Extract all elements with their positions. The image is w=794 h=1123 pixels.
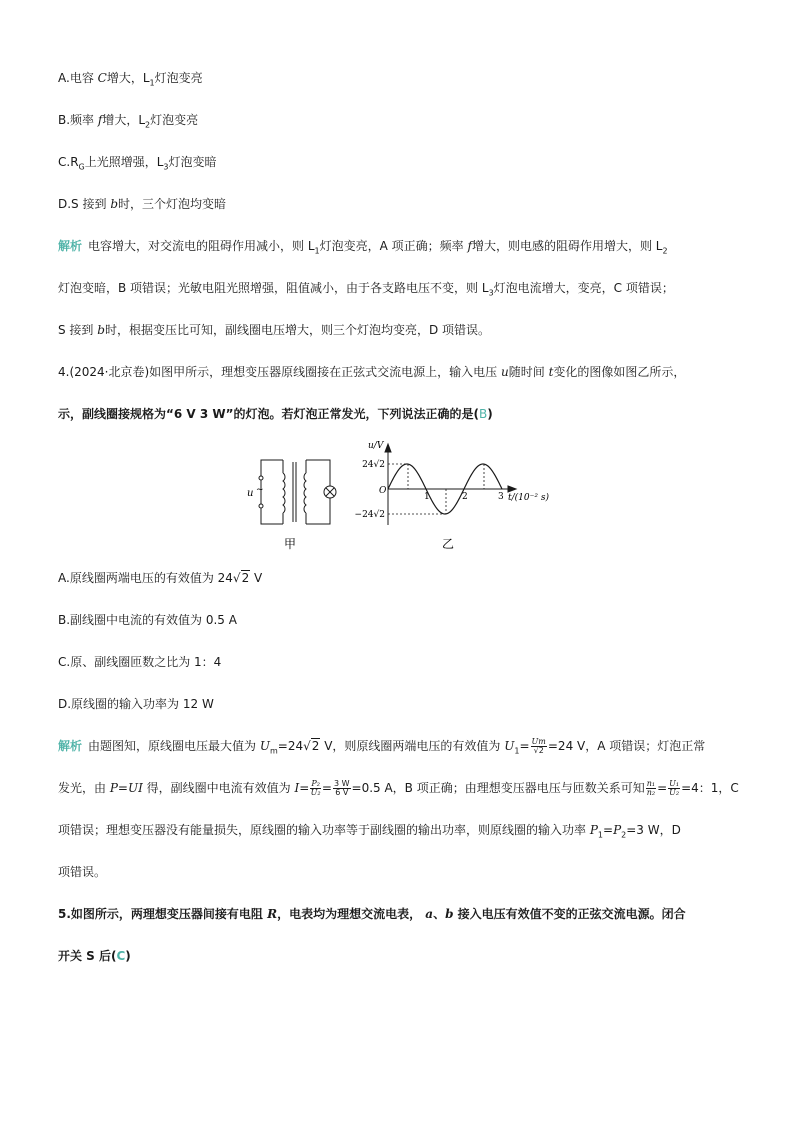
answer-letter: B xyxy=(479,407,488,421)
analysis-tag: 解析 xyxy=(58,739,83,753)
waveform-graph xyxy=(385,444,516,525)
x-tick-1: 1 xyxy=(424,492,430,502)
option-text: V xyxy=(250,571,263,585)
primary-wire xyxy=(261,460,283,524)
formula-p-ui: P=UI xyxy=(109,781,143,795)
fraction-denominator: √2 xyxy=(533,746,544,755)
analysis-text: 时，根据变压比可知，副线圈电压增大，则三个灯泡均变亮，D 项错误。 xyxy=(104,323,491,337)
analysis-text: V，则原线圈两端电压的有效值为 xyxy=(320,739,501,753)
subscript: 2 xyxy=(145,120,151,130)
terminal-bottom xyxy=(259,504,263,508)
fraction-numerator: U₁ xyxy=(669,779,680,788)
variable-u: U xyxy=(259,739,270,753)
q4-analysis-line-3 xyxy=(58,822,681,843)
subscript: G xyxy=(78,162,85,172)
y-max-label: 24√2 xyxy=(362,460,385,470)
option-text: D.S 接到 xyxy=(58,197,107,211)
analysis-text: 由题图知，原线圈电压最大值为 xyxy=(88,739,257,753)
option-text: 上光照增强，L xyxy=(84,155,164,169)
analysis-text: =24 xyxy=(277,739,304,753)
question-text: 、 xyxy=(433,907,446,921)
variable-b: b xyxy=(97,323,105,337)
analysis-text: =4：1，C xyxy=(681,781,739,795)
secondary-coil xyxy=(304,460,306,524)
question-text: 4.(2024·北京卷)如图甲所示，理想变压器原线圈接在正弦式交流电源上，输入电压 xyxy=(58,365,498,379)
q4-option-d xyxy=(58,696,214,712)
answer-letter: C xyxy=(116,949,126,963)
option-text: A.原线圈两端电压的有效值为 24 xyxy=(58,571,233,585)
transformer-circuit xyxy=(259,460,336,524)
variable-p: P xyxy=(589,823,598,837)
equals-p: =P xyxy=(603,823,622,837)
q4-analysis-line-2 xyxy=(58,780,739,797)
subscript: 3 xyxy=(488,288,494,298)
option-text: D.原线圈的输入功率为 12 W xyxy=(58,697,214,711)
variable-a: a xyxy=(425,907,434,921)
analysis-text: =0.5 A，B 项正确；由理想变压器电压与匝数关系可知 xyxy=(351,781,645,795)
question-text: ，电表均为理想交流电表， xyxy=(277,907,422,921)
equals: = xyxy=(657,781,668,795)
fraction-denominator: U₂ xyxy=(310,788,321,797)
question-text: 随时间 xyxy=(508,365,545,379)
equals: = xyxy=(519,739,530,753)
caption-jia: 甲 xyxy=(283,537,297,551)
analysis-text: 灯泡变暗，B 项错误；光敏电阻光照增强，阻值减小，由于各支路电压不变，则 L xyxy=(58,281,489,295)
option-text: 灯泡变暗 xyxy=(168,155,217,169)
option-text: 灯泡变亮 xyxy=(150,113,199,127)
y-min-label: −24√2 xyxy=(354,510,385,520)
variable-u: U xyxy=(504,739,515,753)
option-text: B.频率 xyxy=(58,113,95,127)
subscript: 2 xyxy=(662,246,668,256)
analysis-tag: 解析 xyxy=(58,239,83,253)
option-text: 时，三个灯泡均变暗 xyxy=(118,197,227,211)
analysis-text: S 接到 xyxy=(58,323,94,337)
q4-option-a: A.原线圈两端电压的有效值为 24√2 V xyxy=(58,571,263,585)
variable-t: t xyxy=(548,365,554,379)
secondary-wire xyxy=(306,460,330,524)
x-tick-2: 2 xyxy=(462,492,468,502)
variable-f: f xyxy=(467,239,472,253)
option-text: C.原、副线圈匝数之比为 1：4 xyxy=(58,655,222,669)
fraction-denominator: U₂ xyxy=(669,788,680,797)
analysis-text: 项错误。 xyxy=(58,865,107,879)
variable-b: b xyxy=(445,907,454,921)
x-axis-arrow xyxy=(508,486,516,492)
subscript: 1 xyxy=(149,78,155,88)
q5-stem-line-2 xyxy=(58,948,131,964)
y-axis-arrow xyxy=(385,444,391,452)
sqrt-radicand: 2 xyxy=(311,739,320,753)
subscript: 1 xyxy=(314,246,320,256)
option-text: 增大，L xyxy=(106,71,150,85)
subscript: m xyxy=(269,746,278,756)
question-text: ) xyxy=(125,949,131,963)
variable-u: u xyxy=(501,365,509,379)
subscript: 2 xyxy=(621,830,627,840)
sqrt-radicand: 2 xyxy=(241,571,250,585)
analysis-text: =3 W，D xyxy=(626,823,681,837)
analysis-text: 灯泡变亮，A 项正确；频率 xyxy=(319,239,464,253)
subscript: 3 xyxy=(163,162,169,172)
option-text: 增大，L xyxy=(102,113,146,127)
analysis-text: 得，副线圈中电流有效值为 xyxy=(146,781,291,795)
fraction-numerator: Um xyxy=(531,737,546,746)
fraction xyxy=(310,780,321,797)
variable-f: f xyxy=(97,113,103,127)
variable-b: b xyxy=(110,197,119,211)
y-axis-label: u/V xyxy=(368,441,384,451)
option-text: B.副线圈中电流的有效值为 0.5 A xyxy=(58,613,237,627)
q4-analysis-line-1: 解析 由题图知，原线圈电压最大值为 $U_m=24√2$ V，则原线圈两端电压的有效值为 $U_1=$ $\frac{Um}{√2}$ =24 V，A 项错误；灯泡正常 xyxy=(58,737,706,756)
question-text: 示，副线圈接规格为“6 V 3 W”的灯泡。若灯泡正常发光，下列说法正确的是( xyxy=(58,407,480,421)
primary-coil xyxy=(283,460,285,524)
question-text: 5.如图所示，两理想变压器间接有电阻 xyxy=(58,907,263,921)
fraction xyxy=(333,780,351,797)
subscript: 1 xyxy=(514,746,520,756)
analysis-text: 项错误；理想变压器没有能量损失，原线圈的输入功率等于副线圈的输出功率，则原线圈的输入功率 xyxy=(58,823,587,837)
u-label: u xyxy=(247,488,254,499)
analysis-text: 发光，由 xyxy=(58,781,107,795)
caption-yi: 乙 xyxy=(441,537,455,551)
option-text: 灯泡变亮 xyxy=(154,71,203,85)
subscript: 1 xyxy=(597,830,604,840)
fraction xyxy=(531,738,547,755)
variable-c: C xyxy=(97,71,107,85)
q4-analysis-line-4 xyxy=(58,864,106,880)
option-text: A.电容 xyxy=(58,71,94,85)
analysis-text: =24 V，A 项错误；灯泡正常 xyxy=(547,739,706,753)
variable-i: I xyxy=(294,781,300,795)
analysis-text: 灯泡电流增大，变亮，C 项错误； xyxy=(493,281,674,295)
fraction xyxy=(646,780,656,797)
terminal-top xyxy=(259,476,263,480)
q5-stem-line-1 xyxy=(58,906,686,922)
q4-option-c xyxy=(58,654,221,670)
question-text: ) xyxy=(487,407,493,421)
question-text: 变化的图像如图乙所示， xyxy=(553,365,686,379)
origin-label: O xyxy=(379,486,387,496)
fraction-numerator: n₁ xyxy=(646,779,656,788)
option-text: C.R xyxy=(58,155,79,169)
fraction-numerator: 3 W xyxy=(333,779,350,788)
equals: = xyxy=(299,781,310,795)
q4-option-b xyxy=(58,612,237,628)
question-text: 接入电压有效值不变的正弦交流电源。闭合 xyxy=(457,907,686,921)
fraction-denominator: 6 V xyxy=(335,788,349,797)
equals: = xyxy=(321,781,332,795)
fraction xyxy=(668,780,680,797)
x-tick-3: 3 xyxy=(498,492,504,502)
fraction-denominator: n₂ xyxy=(646,788,656,797)
fraction-numerator: P₂ xyxy=(311,779,320,788)
ac-symbol: ~ xyxy=(256,485,264,495)
analysis-text: 电容增大，对交流电的阻碍作用减小，则 L xyxy=(88,239,315,253)
question-text: 开关 S 后( xyxy=(58,949,117,963)
variable-r: R xyxy=(267,907,278,921)
x-axis-label: t/(10⁻² s) xyxy=(508,493,549,503)
analysis-text: 增大，则电感的阻碍作用增大，则 L xyxy=(471,239,663,253)
